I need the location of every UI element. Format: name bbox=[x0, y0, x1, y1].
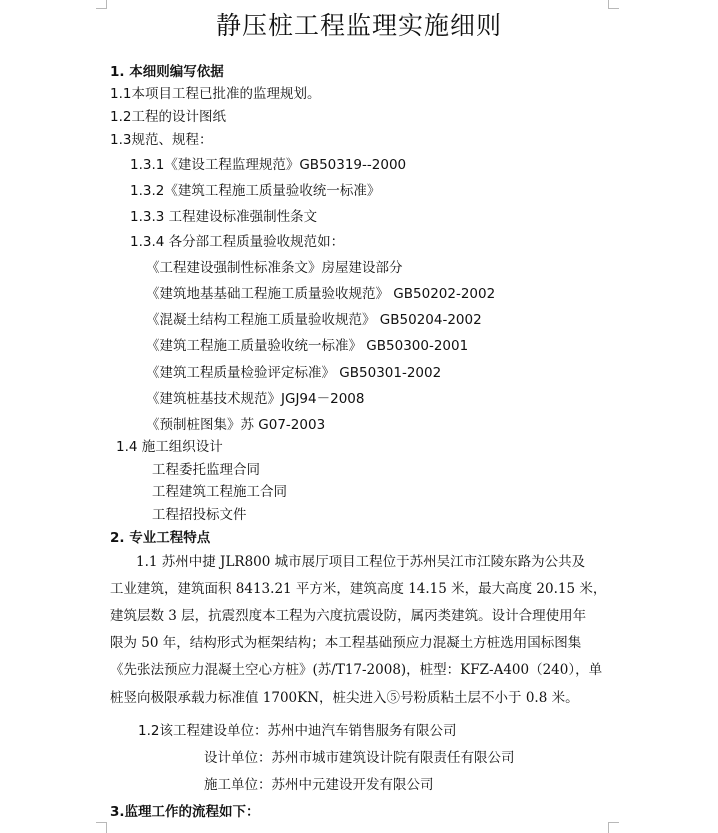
project-paragraph-line: 1.1 苏州中捷 JLR800 城市展厅项目工程位于苏州吴江市江陵东路为公共及 bbox=[136, 554, 586, 570]
owner-unit: 1.2该工程建设单位：苏州中迪汽车销售服务有限公司 bbox=[138, 723, 457, 739]
spec-item-1-3-2: 1.3.2《建筑工程施工质量验收统一标准》 bbox=[130, 183, 381, 199]
contract-item: 工程招投标文件 bbox=[152, 507, 247, 523]
spec-item-1-3-1: 1.3.1《建设工程监理规范》GB50319--2000 bbox=[130, 157, 407, 173]
spec-item-1-3-3: 1.3.3 工程建设标准强制性条文 bbox=[130, 209, 318, 225]
project-paragraph-line: 《先张法预应力混凝土空心方桩》(苏/T17-2008)，桩型：KFZ-A400（240），单 bbox=[110, 662, 603, 678]
design-unit: 设计单位：苏州市城市建筑设计院有限责任有限公司 bbox=[204, 750, 515, 766]
basis-item-1-3: 1.3规范、规程： bbox=[110, 132, 213, 148]
crop-mark-bottom-right bbox=[608, 822, 619, 833]
contract-item: 工程委托监理合同 bbox=[152, 462, 260, 478]
project-paragraph-line: 限为 50 年，结构形式为框架结构；本工程基础预应力混凝土方桩选用国标图集 bbox=[110, 635, 582, 651]
spec-list-item: 《建筑地基基础工程施工质量验收规范》 GB50202-2002 bbox=[146, 286, 496, 302]
document-title: 静压桩工程监理实施细则 bbox=[215, 11, 502, 40]
project-paragraph-line: 桩竖向极限承载力标准值 1700KN，桩尖进入⑤号粉质粘土层不小于 0.8 米。 bbox=[110, 690, 579, 706]
project-paragraph-line: 工业建筑，建筑面积 8413.21 平方米，建筑高度 14.15 米，最大高度 20.15 米， bbox=[110, 581, 607, 597]
crop-mark-bottom-left bbox=[96, 822, 107, 833]
spec-list-item: 《建筑桩基技术规范》JGJ94－2008 bbox=[146, 391, 365, 407]
spec-item-1-3-4: 1.3.4 各分部工程质量验收规范如： bbox=[130, 234, 345, 250]
basis-item-1-1: 1.1本项目工程已批准的监理规划。 bbox=[110, 86, 321, 102]
section-1-heading: 1. 本细则编写依据 bbox=[110, 64, 224, 80]
spec-list-item: 《工程建设强制性标准条文》房屋建设部分 bbox=[146, 260, 403, 276]
spec-list-item: 《建筑工程施工质量验收统一标准》 GB50300-2001 bbox=[146, 338, 469, 354]
spec-list-item: 《混凝土结构工程施工质量验收规范》 GB50204-2002 bbox=[146, 312, 482, 328]
contract-item: 工程建筑工程施工合同 bbox=[152, 484, 287, 500]
spec-list-item: 《预制桩图集》苏 G07-2003 bbox=[146, 417, 326, 433]
project-paragraph-line: 建筑层数 3 层，抗震烈度本工程为六度抗震设防，属丙类建筑。设计合理使用年 bbox=[110, 608, 587, 624]
construction-unit: 施工单位：苏州中元建设开发有限公司 bbox=[204, 777, 434, 793]
section-2-heading: 2. 专业工程特点 bbox=[110, 530, 211, 546]
basis-item-1-2: 1.2工程的设计图纸 bbox=[110, 109, 226, 125]
section-3-heading: 3.监理工作的流程如下： bbox=[110, 804, 260, 820]
spec-list-item: 《建筑工程质量检验评定标准》 GB50301-2002 bbox=[146, 365, 442, 381]
basis-item-1-4: 1.4 施工组织设计 bbox=[116, 439, 223, 455]
